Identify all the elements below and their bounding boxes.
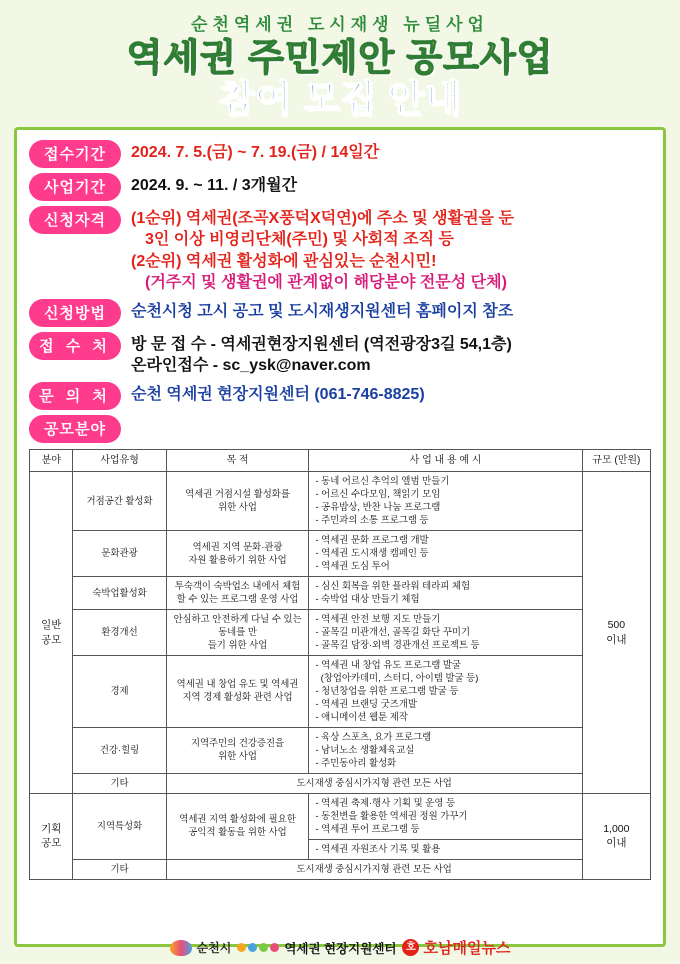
- eligibility-line-4: (거주지 및 생활권에 관계없이 해당분야 전문성 단체): [145, 274, 507, 292]
- news-logo: [402, 937, 510, 958]
- cell-category-general: 일반 공모: [30, 472, 73, 793]
- table-row: [30, 577, 651, 610]
- cell-type: 경제: [73, 656, 166, 728]
- table-body: [30, 472, 651, 879]
- value-contact: [131, 382, 651, 405]
- th-purpose: 목 적: [166, 449, 309, 472]
- info-row-apply-method: [29, 299, 651, 327]
- tag-project-period: 사업기간: [29, 173, 121, 201]
- cell-purpose: 역세권 거점시설 활성화를 위한 사업: [166, 472, 309, 531]
- value-project-period: [131, 173, 651, 196]
- cell-type: 건강·힐링: [73, 727, 166, 773]
- table-row: [30, 472, 651, 531]
- tag-categories: 공모분야: [29, 415, 121, 443]
- th-examples: 사 업 내 용 예 시: [309, 449, 582, 472]
- table-row: [30, 531, 651, 577]
- cell-type: 기타: [73, 859, 166, 879]
- th-category: 분야: [30, 449, 73, 472]
- cell-examples: - 육상 스포츠, 요가 프로그램 - 남녀노소 생활체육교실 - 주민동아리 활성화: [309, 727, 582, 773]
- value-categories: [131, 415, 651, 417]
- poster-title-line1: 역세권 주민제안 공모사업: [126, 37, 554, 78]
- cell-category-planned: 기획 공모: [30, 793, 73, 879]
- table-row: [30, 610, 651, 656]
- tag-receipt-period: 접수기간: [29, 140, 121, 168]
- tag-submission: 접 수 처: [29, 332, 121, 360]
- value-apply-method: [131, 299, 651, 322]
- table-row: [30, 773, 651, 793]
- cell-examples-single: 도시재생 중심시가지형 관련 모든 사업: [166, 859, 582, 879]
- info-row-receipt-period: [29, 140, 651, 168]
- cell-examples-single: 도시재생 중심시가지형 관련 모든 사업: [166, 773, 582, 793]
- cell-type: 숙박업활성화: [73, 577, 166, 610]
- cell-type: 기타: [73, 773, 166, 793]
- table-row: [30, 656, 651, 728]
- table-row: [30, 793, 651, 839]
- value-receipt-period: [131, 140, 651, 163]
- poster-title-line2: 참여 모집 안내: [218, 78, 462, 120]
- th-scale: 규모 (만원): [582, 449, 650, 472]
- value-submission: [131, 332, 651, 377]
- cell-purpose: 지역주민의 건강증진을 위한 사업: [166, 727, 309, 773]
- tag-eligibility: 신청자격: [29, 206, 121, 234]
- cell-examples: - 동네 어르신 추억의 앨범 만들기 - 어르신 수다모임, 책읽기 모임 - 공유밥상, 반찬 나눔 프로그램 - 주민과의 소통 프로그램 등: [309, 472, 582, 531]
- table-row: [30, 859, 651, 879]
- suncheon-swirl-icon: [170, 940, 192, 956]
- eligibility-line-1: (1순위) 역세권(조곡X풍덕X덕연)에 주소 및 생활권을 둔: [131, 209, 514, 227]
- city-name: 순천시: [196, 941, 232, 955]
- cell-examples-extra: - 역세권 자원조사 기록 및 활용: [309, 839, 582, 859]
- cell-type: 문화관광: [73, 531, 166, 577]
- center-logo-row: [237, 939, 396, 957]
- info-row-project-period: [29, 173, 651, 201]
- cell-purpose: 안심하고 안전하게 다닐 수 있는 동네를 만 들기 위한 사업: [166, 610, 309, 656]
- eligibility-line-2: 3인 이상 비영리단체(주민) 및 사회적 조직 등: [145, 231, 454, 249]
- categories-table-wrap: [29, 449, 651, 880]
- cell-purpose: 투숙객이 숙박업소 내에서 체험 할 수 있는 프로그램 운영 사업: [166, 577, 309, 610]
- table-row: [30, 727, 651, 773]
- news-badge-icon: 호: [402, 939, 419, 956]
- cell-purpose: 역세권 지역 활성화에 필요한 공익적 활동을 위한 사업: [166, 793, 309, 859]
- info-list: [29, 140, 651, 443]
- info-row-eligibility: [29, 206, 651, 294]
- city-logo-row: [170, 939, 232, 956]
- people-dots-icon: [237, 943, 279, 952]
- poster-header: [0, 0, 680, 121]
- contact-text: 순천 역세권 현장지원센터 (061-746-8825): [131, 385, 425, 403]
- poster-footer: [0, 937, 680, 958]
- cell-examples: - 역세권 안전 보행 지도 만들기 - 골목길 미관개선, 골목길 화단 꾸미기 - 골목길 담장·외벽 경관개선 프로젝트 등: [309, 610, 582, 656]
- value-eligibility: [131, 206, 651, 294]
- table-header-row: [30, 449, 651, 472]
- info-row-submission: [29, 332, 651, 377]
- footer-left: [170, 939, 232, 956]
- info-panel: [14, 127, 666, 947]
- cell-examples: - 역세권 문화 프로그램 개발 - 역세권 도시재생 캠페인 등 - 역세권 도심 투어: [309, 531, 582, 577]
- cell-examples: - 역세권 축제·행사 기획 및 운영 등 - 동천변을 활용한 역세권 정원 가꾸기 - 역세권 투어 프로그램 등: [309, 793, 582, 839]
- center-name: 역세권 현장지원센터: [284, 941, 397, 956]
- project-period-text: 2024. 9. ~ 11. / 3개월간: [131, 176, 298, 194]
- receipt-period-text: 2024. 7. 5.(금) ~ 7. 19.(금) / 14일간: [131, 143, 380, 161]
- submission-line-1: 방 문 접 수 - 역세권현장지원센터 (역전광장3길 54,1층): [131, 335, 512, 353]
- cell-type: 지역특성화: [73, 793, 166, 859]
- submission-line-2: 온라인접수 - sc_ysk@naver.com: [131, 357, 371, 375]
- cell-purpose: 역세권 내 창업 유도 및 역세권 지역 경제 활성화 관련 사업: [166, 656, 309, 728]
- cell-examples: - 역세권 내 창업 유도 프로그램 발굴 (창업아카데미, 스터디, 아이템 발굴 등) - 청년창업을 위한 프로그램 발굴 등 - 역세권 브랜딩 굿즈개발 - 애니메이션 웹툰 제작: [309, 656, 582, 728]
- apply-method-text: 순천시청 고시 공고 및 도시재생지원센터 홈페이지 참조: [131, 302, 514, 320]
- info-row-contact: [29, 382, 651, 410]
- cell-scale-planned: 1,000 이내: [582, 793, 650, 879]
- cell-type: 환경개선: [73, 610, 166, 656]
- poster-kicker: 순천역세권 도시재생 뉴딜사업: [191, 15, 489, 34]
- tag-apply-method: 신청방법: [29, 299, 121, 327]
- cell-examples: - 심신 회복을 위한 플라워 테라피 체험 - 숙박업 대상 만들기 체험: [309, 577, 582, 610]
- tag-contact: 문 의 처: [29, 382, 121, 410]
- table-head: [30, 449, 651, 472]
- categories-table: [29, 449, 651, 880]
- news-name: 호남매일뉴스: [423, 940, 511, 957]
- eligibility-line-3: (2순위) 역세권 활성화에 관심있는 순천시민!: [131, 252, 437, 270]
- cell-purpose: 역세권 지역 문화·관광 자원 활용하기 위한 사업: [166, 531, 309, 577]
- th-type: 사업유형: [73, 449, 166, 472]
- info-row-categories: [29, 415, 651, 443]
- cell-scale-general: 500 이내: [582, 472, 650, 793]
- cell-type: 거점공간 활성화: [73, 472, 166, 531]
